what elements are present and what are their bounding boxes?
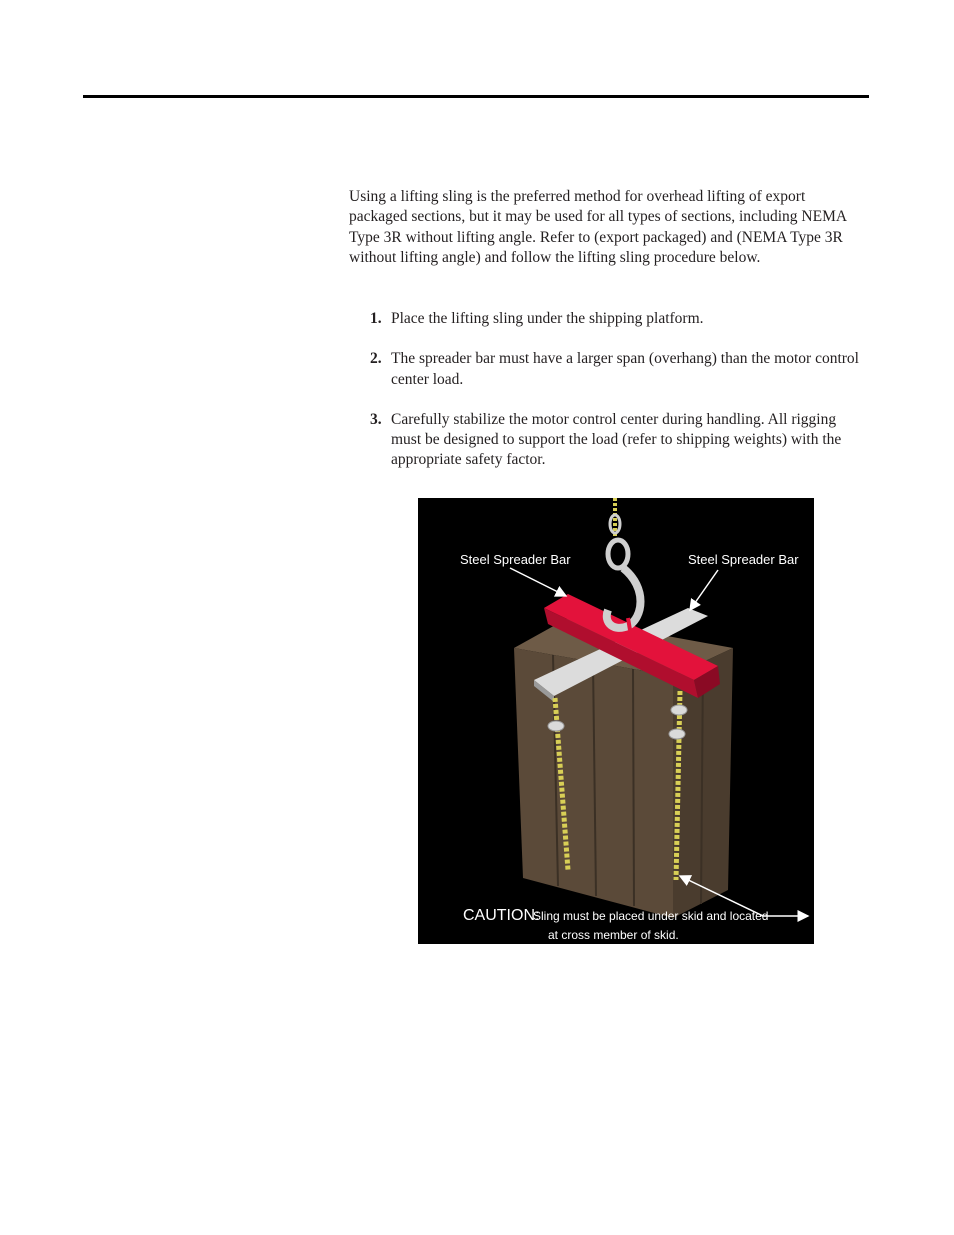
step-number: 2.: [370, 350, 382, 368]
pointer-arrow: [690, 570, 718, 610]
pointer-arrow: [510, 568, 566, 596]
rope-clamp: [548, 721, 564, 731]
label-steel-spreader-bar-left: Steel Spreader Bar: [460, 552, 571, 567]
caution-text-line1: Sling must be placed under skid and located: [533, 909, 769, 923]
intro-paragraph: Using a lifting sling is the preferred method for overhead lifting of export packaged sections, but it may be used for all types of sections, including NEMA Type 3R without lifting angle. Refer to (export packaged) and (NEMA Type 3R without lifting angle) and follow the lifting sling procedure below.: [349, 188, 847, 266]
header-rule: [83, 95, 869, 98]
step-1: [349, 309, 869, 329]
step-text: The spreader bar must have a larger span (overhang) than the motor control center load.: [391, 350, 859, 388]
step-2: [349, 349, 869, 390]
label-steel-spreader-bar-right: Steel Spreader Bar: [688, 552, 799, 567]
step-number: 1.: [370, 310, 382, 327]
step-text: Place the lifting sling under the shipping platform.: [391, 310, 704, 327]
caution-text-line2: at cross member of skid.: [548, 928, 679, 942]
step-3: [349, 410, 869, 471]
caution-label: CAUTION:: [463, 907, 540, 924]
lifting-hook: [607, 498, 641, 630]
lifting-sling-illustration: [418, 498, 814, 944]
step-number: 3.: [370, 410, 382, 428]
rope-clamp: [671, 705, 687, 715]
procedure-steps: [349, 309, 869, 491]
step-text: Carefully stabilize the motor control center during handling. All rigging must be designed to support the load (refer to shipping weights) with the appropriate safety factor.: [391, 410, 842, 469]
rope-clamp: [669, 729, 685, 739]
